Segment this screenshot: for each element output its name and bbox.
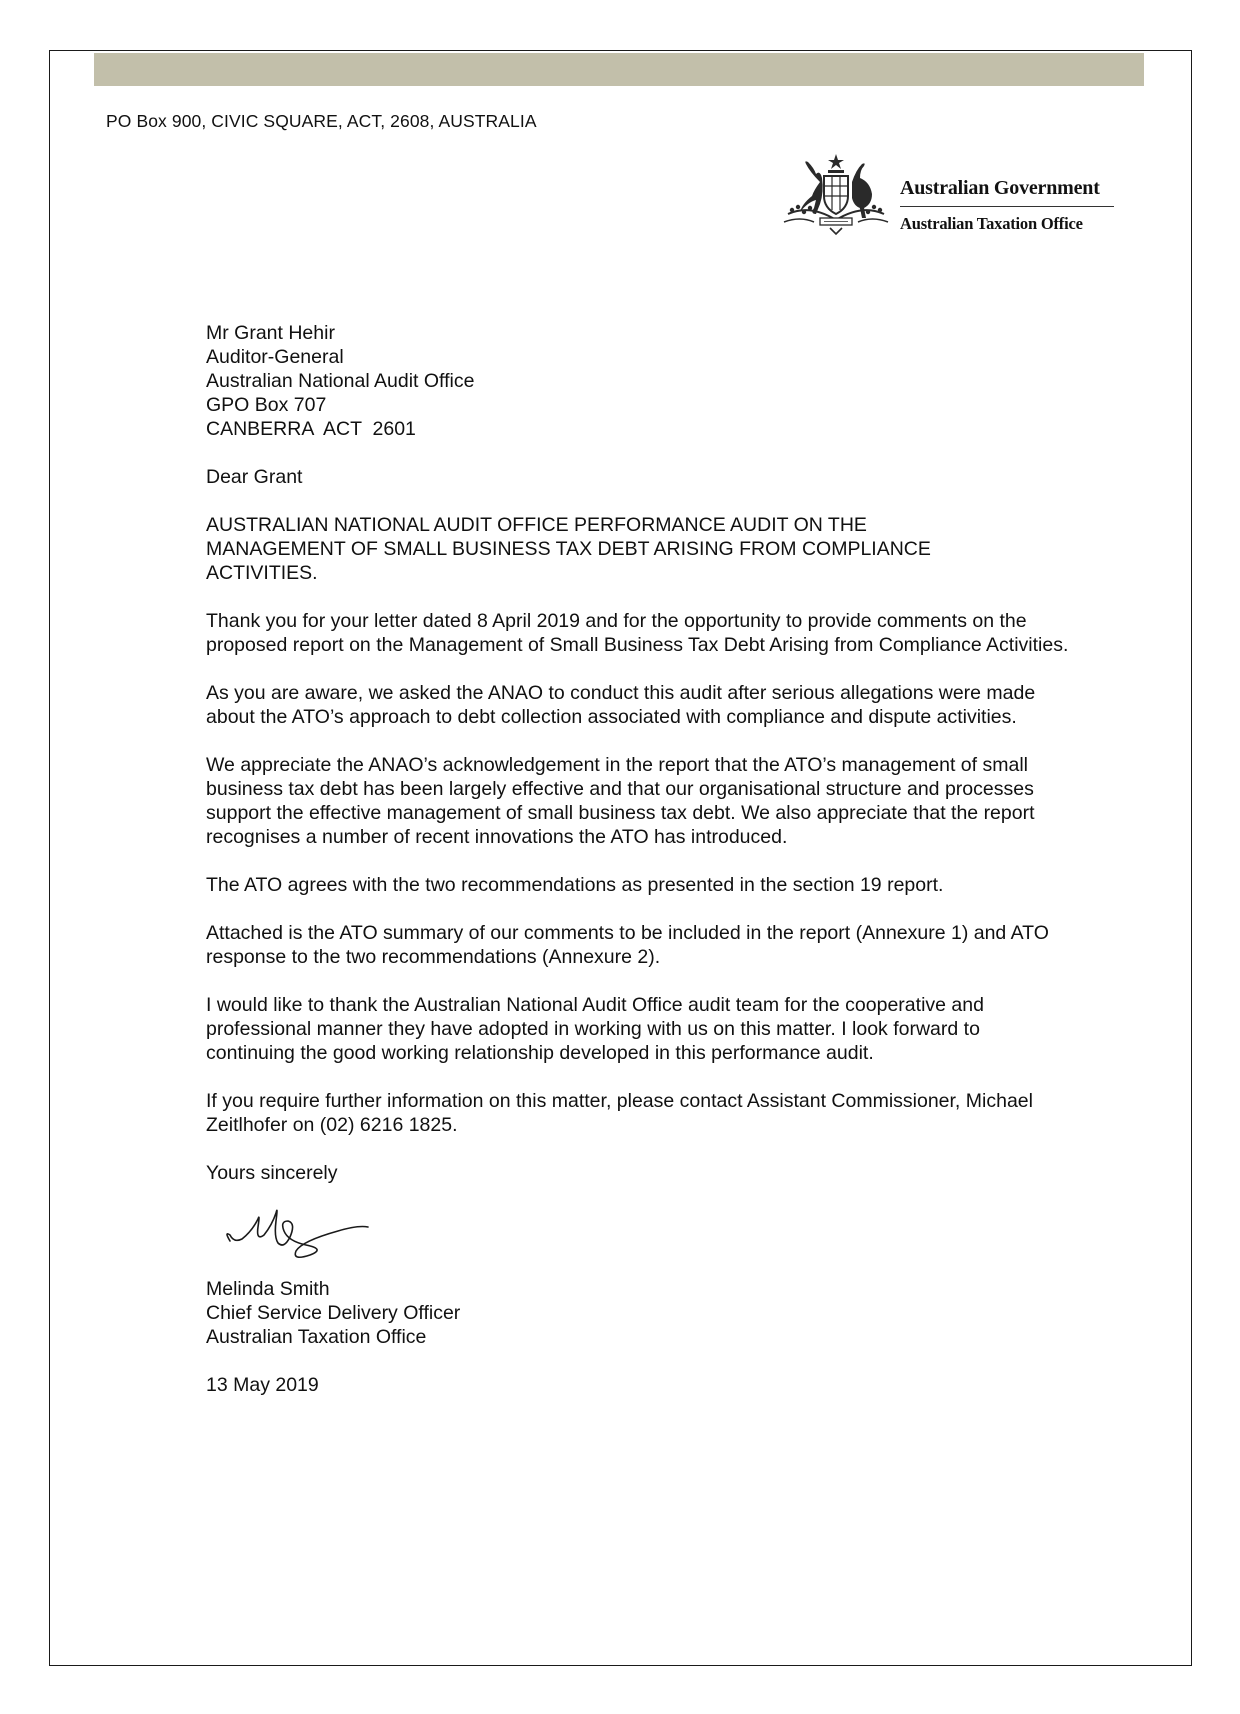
paragraph-6: I would like to thank the Australian National Audit Office audit team for the cooperative and professional manner they have adopted in working with us on this matter. I look forward to continuing the good working relationship developed in this performance audit. bbox=[206, 994, 984, 1064]
subject-line: AUSTRALIAN NATIONAL AUDIT OFFICE PERFORMANCE AUDIT ON THE MANAGEMENT OF SMALL BUSINESS TAX DEBT ARISING FROM COMPLIANCE ACTIVITIES. bbox=[206, 514, 931, 584]
recipient-city: CANBERRA ACT 2601 bbox=[206, 418, 416, 440]
logo-line-government: Australian Government bbox=[900, 177, 1100, 199]
recipient-name: Mr Grant Hehir bbox=[206, 322, 335, 344]
logo-wordmark bbox=[900, 177, 1114, 234]
logo-line-agency: Australian Taxation Office bbox=[900, 214, 1083, 233]
sender-title: Chief Service Delivery Officer bbox=[206, 1302, 461, 1324]
signature-image bbox=[218, 1191, 388, 1263]
paragraph-2: As you are aware, we asked the ANAO to conduct this audit after serious allegations were made about the ATO’s approach to debt collection associated with compliance and dispute activities. bbox=[206, 682, 1036, 728]
recipient-title: Auditor-General bbox=[206, 346, 344, 368]
recipient-postal: GPO Box 707 bbox=[206, 394, 327, 416]
salutation: Dear Grant bbox=[206, 466, 303, 488]
sender-name: Melinda Smith bbox=[206, 1278, 330, 1300]
paragraph-7: If you require further information on this matter, please contact Assistant Commissioner, Michael Zeitlhofer on (02) 6216 1825. bbox=[206, 1090, 1033, 1136]
header-band bbox=[94, 53, 1144, 86]
sender-block bbox=[206, 1277, 1106, 1349]
recipient-organisation: Australian National Audit Office bbox=[206, 370, 475, 392]
paragraph-4: The ATO agrees with the two recommendations as presented in the section 19 report. bbox=[206, 874, 944, 896]
paragraph-3: We appreciate the ANAO’s acknowledgement in the report that the ATO’s management of small business tax debt has been largely effective and that our organisational structure and processes support the effective management of small business tax debt. We also appreciate that the report recognises a number of recent innovations the ATO has introduced. bbox=[206, 754, 1035, 848]
logo-divider bbox=[900, 206, 1114, 207]
government-logo bbox=[780, 152, 1120, 236]
recipient-address bbox=[206, 321, 1106, 441]
paragraph-1: Thank you for your letter dated 8 April 2019 and for the opportunity to provide comments on the proposed report on the Management of Small Business Tax Debt Arising from Compliance Activities. bbox=[206, 610, 1069, 656]
letter-date: 13 May 2019 bbox=[206, 1374, 319, 1396]
sender-organisation: Australian Taxation Office bbox=[206, 1326, 427, 1348]
letter-body bbox=[206, 321, 1106, 1397]
coat-of-arms-icon bbox=[780, 152, 892, 236]
closing: Yours sincerely bbox=[206, 1162, 338, 1184]
return-address: PO Box 900, CIVIC SQUARE, ACT, 2608, AUSTRALIA bbox=[106, 111, 537, 131]
paragraph-5: Attached is the ATO summary of our comments to be included in the report (Annexure 1) and ATO response to the two recommendations (Annexure 2). bbox=[206, 922, 1049, 968]
